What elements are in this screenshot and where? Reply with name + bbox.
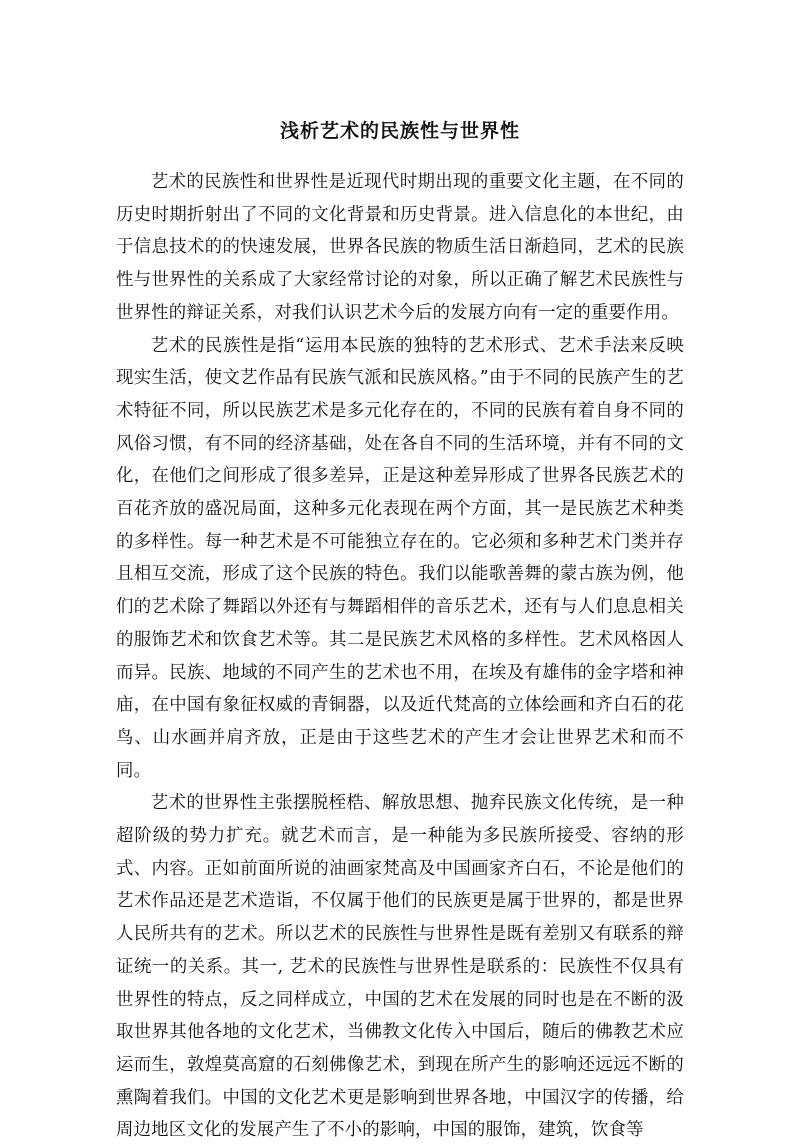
paragraph-1: 艺术的民族性和世界性是近现代时期出现的重要文化主题，在不同的历史时期折射出了不同的文化背景和历史背景。进入信息化的本世纪，由于信息技术的的快速发展，世界各民族的物质生活日渐趋同，艺术的民族性与世界性的关系成了大家经常讨论的对象，所以正确了解艺术民族性与世界性的辩证关系，对我们认识艺术今后的发展方向有一定的重要作用。 [116, 172, 684, 323]
document-title: 浅析艺术的民族性与世界性 [279, 120, 520, 142]
paragraph-2: 艺术的民族性是指“运用本民族的独特的艺术形式、艺术手法来反映现实生活，使文艺作品有民族气派和民族风格。”由于不同的民族产生的艺术特征不同，所以民族艺术是多元化存在的，不同的民族有着自身不同的风俗习惯，有不同的经济基础，处在各自不同的生活环境，并有不同的文化，在他们之间形成了很多差异，正是这种差异形成了世界各民族艺术的百花齐放的盛况局面，这种多元化表现在两个方面，其一是民族艺术种类的多样性。每一种艺术是不可能独立存在的。它必须和多种艺术门类并存且相互交流，形成了这个民族的特色。我们以能歌善舞的蒙古族为例，他们的艺术除了舞蹈以外还有与舞蹈相伴的音乐艺术，还有与人们息息相关的服饰艺术和饮食艺术等。其二是民族艺术风格的多样性。艺术风格因人而异。民族、地域的不同产生的艺术也不用，在埃及有雄伟的金字塔和神庙，在中国有象征权威的青铜器，以及近代梵高的立体绘画和齐白石的花鸟、山水画并肩齐放，正是由于这些艺术的产生才会让世界艺术和而不同。 [116, 335, 684, 781]
paragraph-3: 艺术的世界性主张摆脱桎梏、解放思想、抛弃民族文化传统，是一种超阶级的势力扩充。就艺术而言，是一种能为多民族所接受、容纳的形式、内容。正如前面所说的油画家梵高及中国画家齐白石，不论是他们的艺术作品还是艺术造诣，不仅属于他们的民族更是属于世界的，都是世界人民所共有的艺术。所以艺术的民族性与世界性是既有差别又有联系的辩证统一的关系。其一, 艺术的民族性与世界性是联系的：民族性不仅具有世界性的特点，反之同样成立，中国的艺术在发展的同时也是在不断的汲取世界其他各地的文化艺术，当佛教文化传入中国后，随后的佛教艺术应运而生，敦煌莫高窟的石刻佛像艺术，到现在所产生的影响还远远不断的熏陶着我们。中国的文化艺术更是影响到世界各地，中国汉字的传播，给周边地区文化的发展产生了不小的影响，中国的服饰，建筑，饮食等 [116, 793, 684, 1141]
